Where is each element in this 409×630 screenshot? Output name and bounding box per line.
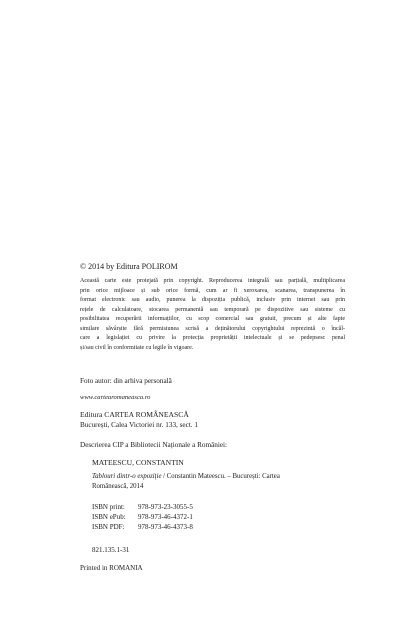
isbn-row bbox=[92, 502, 345, 512]
notice-line: care a legislației cu privire la protecția proprietății intelectuale și se pedepsesc penal bbox=[80, 335, 345, 341]
publisher-website: www.cartearomaneasca.ro bbox=[80, 394, 151, 401]
publisher-name: Editura CARTEA ROMÂNEASCĂ bbox=[80, 410, 189, 419]
isbn-row bbox=[92, 512, 345, 522]
copyright-line: © 2014 by Editura POLIROM bbox=[80, 262, 178, 271]
isbn-value: 978-973-46-4373-8 bbox=[138, 523, 193, 531]
cip-description-line2: Românească, 2014 bbox=[92, 483, 144, 490]
udc-code: 821.135.1-31 bbox=[92, 546, 130, 554]
isbn-value: 978-973-46-4372-1 bbox=[138, 513, 193, 521]
copyright-notice bbox=[80, 277, 345, 353]
notice-line: similare săvârșite fără permisiunea scrisă a deținătorului copyrightului reprezintă o încăl- bbox=[80, 325, 345, 332]
cip-header: Descrierea CIP a Bibliotecii Naționale a României: bbox=[80, 441, 228, 449]
cip-description-rest: / Constantin Mateescu. – București: Cartea bbox=[161, 473, 280, 480]
isbn-label: ISBN PDF: bbox=[92, 523, 125, 531]
notice-line: rețele de calculatoare, stocarea permanentă sau temporară pe dispozitive sau sisteme cu bbox=[80, 306, 345, 313]
photo-credit: Foto autor: din arhiva personală bbox=[80, 377, 172, 385]
notice-line: format electronic sau audio, punerea la dispoziția publică, inclusiv prin internet sau prin bbox=[80, 297, 345, 303]
cip-description bbox=[92, 472, 345, 492]
publisher-address: București, Calea Victoriei nr. 133, sect. 1 bbox=[80, 421, 198, 429]
notice-line: Această carte este protejată prin copyright. Reproducerea integrală sau parțială, multiplicarea bbox=[80, 278, 345, 284]
publisher-info bbox=[80, 410, 345, 430]
cip-author: MATEESCU, CONSTANTIN bbox=[92, 458, 184, 467]
isbn-value: 978-973-23-3055-5 bbox=[138, 503, 193, 511]
isbn-label: ISBN print: bbox=[92, 503, 125, 511]
isbn-list bbox=[92, 502, 345, 532]
book-title: Tablouri dintr-o expoziție bbox=[92, 473, 162, 480]
isbn-label: ISBN ePub: bbox=[92, 513, 126, 521]
notice-line: posibilitatea recuperării informațiilor, cu scop comercial sau gratuit, precum și alte fapte bbox=[80, 316, 345, 322]
notice-line: și/sau civil în conformitate cu legile în vigoare. bbox=[80, 344, 194, 351]
isbn-row bbox=[92, 522, 345, 532]
printed-in: Printed in ROMANIA bbox=[80, 564, 143, 572]
notice-line: prin orice mijloace și sub orice formă, cum ar fi xeroxarea, scanarea, transpunerea în bbox=[80, 287, 345, 294]
